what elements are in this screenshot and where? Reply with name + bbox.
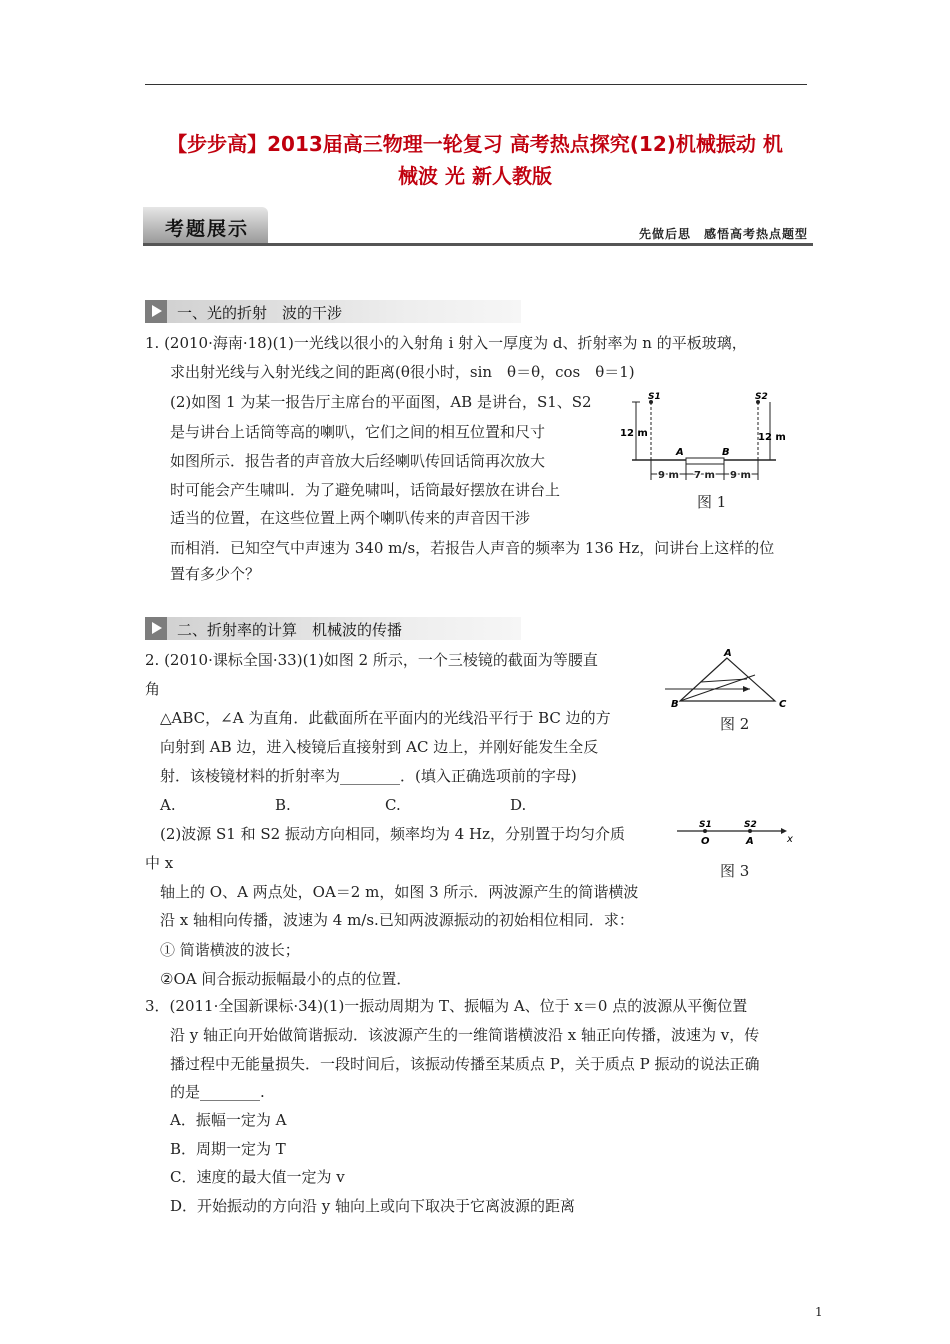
q2-line-6: (2)波源 S1 和 S2 振动方向相同，频率均为 4 Hz，分别置于均匀介质 <box>160 825 626 843</box>
q3-line-1: 3．(2011·全国新课标·34)(1)一振动周期为 T、振幅为 A、位于 x＝0 点的波源从平衡位置 <box>145 997 748 1015</box>
fig3-x-label: x <box>787 834 793 845</box>
q2-line-10: ① 简谐横波的波长； <box>160 941 300 959</box>
fig1-s2-label: S2 <box>755 392 768 402</box>
banner-subtitle: 先做后思 感悟高考热点题型 <box>638 227 808 241</box>
q3-line-3: 播过程中无能量损失．一段时间后，该振动传播至某质点 P，关于质点 P 振动的说法正确 <box>170 1055 760 1073</box>
title-line-1: 【步步高】2013届高三物理一轮复习 高考热点探究(12)机械振动 机 <box>167 132 783 156</box>
q1-line-5: 如图所示．报告者的声音放大后经喇叭传回话筒再次放大 <box>170 452 546 470</box>
q3-option-c: C．速度的最大值一定为 v <box>170 1168 345 1186</box>
q1-line-9: 置有多少个？ <box>170 565 261 583</box>
page-number: 1 <box>815 1305 823 1319</box>
fig3-o-label: O <box>701 836 710 847</box>
q1-line-3: (2)如图 1 为某一报告厅主席台的平面图，AB 是讲台，S1、S2 <box>170 393 592 411</box>
q3-option-d: D．开始振动的方向沿 y 轴向上或向下取决于它离波源的距离 <box>170 1197 576 1215</box>
exam-banner <box>143 207 808 245</box>
q2-line-11: ②OA 间合振动振幅最小的点的位置． <box>160 970 412 988</box>
q1-line-6: 时可能会产生啸叫．为了避免啸叫，话筒最好摆放在讲台上 <box>170 481 561 499</box>
play-arrow-icon <box>145 300 167 323</box>
q3-option-b: B．周期一定为 T <box>170 1140 286 1158</box>
fig3-caption: 图 3 <box>720 862 750 880</box>
fig1-b-label: B <box>722 447 730 458</box>
top-rule <box>145 84 807 85</box>
q1-line-4: 是与讲台上话筒等高的喇叭，它们之间的相互位置和尺寸 <box>170 423 546 441</box>
q1-line-1: 1. (2010·海南·18)(1)一光线以很小的入射角 i 射入一厚度为 d、折射率为 n 的平板玻璃， <box>145 334 747 352</box>
q2-option-a: A. <box>160 796 176 814</box>
fig2-c-label: C <box>779 699 787 710</box>
fig1-dist-left: 9 m <box>658 470 679 481</box>
fig2-caption: 图 2 <box>720 715 750 733</box>
q2-line-4: 向射到 AB 边，进入棱镜后直接射到 AC 边上，并刚好能发生全反 <box>160 738 599 756</box>
q3-option-a: A．振幅一定为 A <box>170 1111 287 1129</box>
section-title: 二、折射率的计算 机械波的传播 <box>177 621 403 639</box>
banner-rule <box>143 243 813 246</box>
q1-line-8: 而相消．已知空气中声速为 340 m/s，若报告人声音的频率为 136 Hz，问讲台上这样的位 <box>170 539 775 557</box>
banner-tab-label: 考题展示 <box>165 218 250 240</box>
q2-line-1: 2. (2010·课标全国·33)(1)如图 2 所示，一个三棱镜的截面为等腰直 <box>145 651 598 669</box>
q2-option-c: C. <box>385 796 401 814</box>
section-header-1 <box>145 300 521 323</box>
fig2-a-label: A <box>724 648 732 659</box>
q1-line-7: 适当的位置，在这些位置上两个喇叭传来的声音因干涉 <box>170 509 531 527</box>
q2-line-8: 轴上的 O、A 两点处，OA＝2 m，如图 3 所示．两波源产生的简谐横波 <box>160 883 639 901</box>
q2-option-d: D. <box>510 796 527 814</box>
fig1-dist-mid: 7 m <box>694 470 715 481</box>
banner-tab <box>143 207 268 243</box>
play-arrow-icon <box>145 617 167 640</box>
q3-line-4: 的是________. <box>170 1083 265 1101</box>
document-title <box>130 128 820 192</box>
q2-line-2: 角 <box>145 680 161 698</box>
fig3-s2-label: S2 <box>744 820 757 830</box>
q2-line-7: 中 x <box>145 854 174 872</box>
fig1-caption: 图 1 <box>697 493 727 511</box>
fig1-a-label: A <box>676 447 684 458</box>
title-line-2: 械波 光 新人教版 <box>398 164 552 188</box>
fig1-height-left: 12 m <box>620 428 648 439</box>
fig1-s1-label: S1 <box>648 392 661 402</box>
q2-line-5: 射．该棱镜材料的折射率为________．(填入正确选项前的字母) <box>160 767 577 785</box>
section-header-2 <box>145 617 521 640</box>
q1-line-2: 求出射光线与入射光线之间的距离(θ很小时，sin θ＝θ，cos θ＝1) <box>170 363 635 381</box>
q2-line-3: △ABC，∠A 为直角．此截面所在平面内的光线沿平行于 BC 边的方 <box>160 709 611 727</box>
fig2-b-label: B <box>671 699 679 710</box>
q3-line-2: 沿 y 轴正向开始做简谐振动．该波源产生的一维简谐横波沿 x 轴正向传播，波速为 v，传 <box>170 1026 760 1044</box>
fig1-dist-right: 9 m <box>730 470 751 481</box>
figure-3 <box>675 815 795 851</box>
q2-option-b: B. <box>275 796 291 814</box>
section-title: 一、光的折射 波的干涉 <box>177 304 343 322</box>
fig3-s1-label: S1 <box>699 820 712 830</box>
figure-2 <box>665 645 795 715</box>
q2-line-9: 沿 x 轴相向传播，波速为 4 m/s.已知两波源振动的初始相位相同．求： <box>160 911 634 929</box>
fig3-a-label: A <box>746 836 754 847</box>
fig1-height-right: 12 m <box>758 432 786 443</box>
